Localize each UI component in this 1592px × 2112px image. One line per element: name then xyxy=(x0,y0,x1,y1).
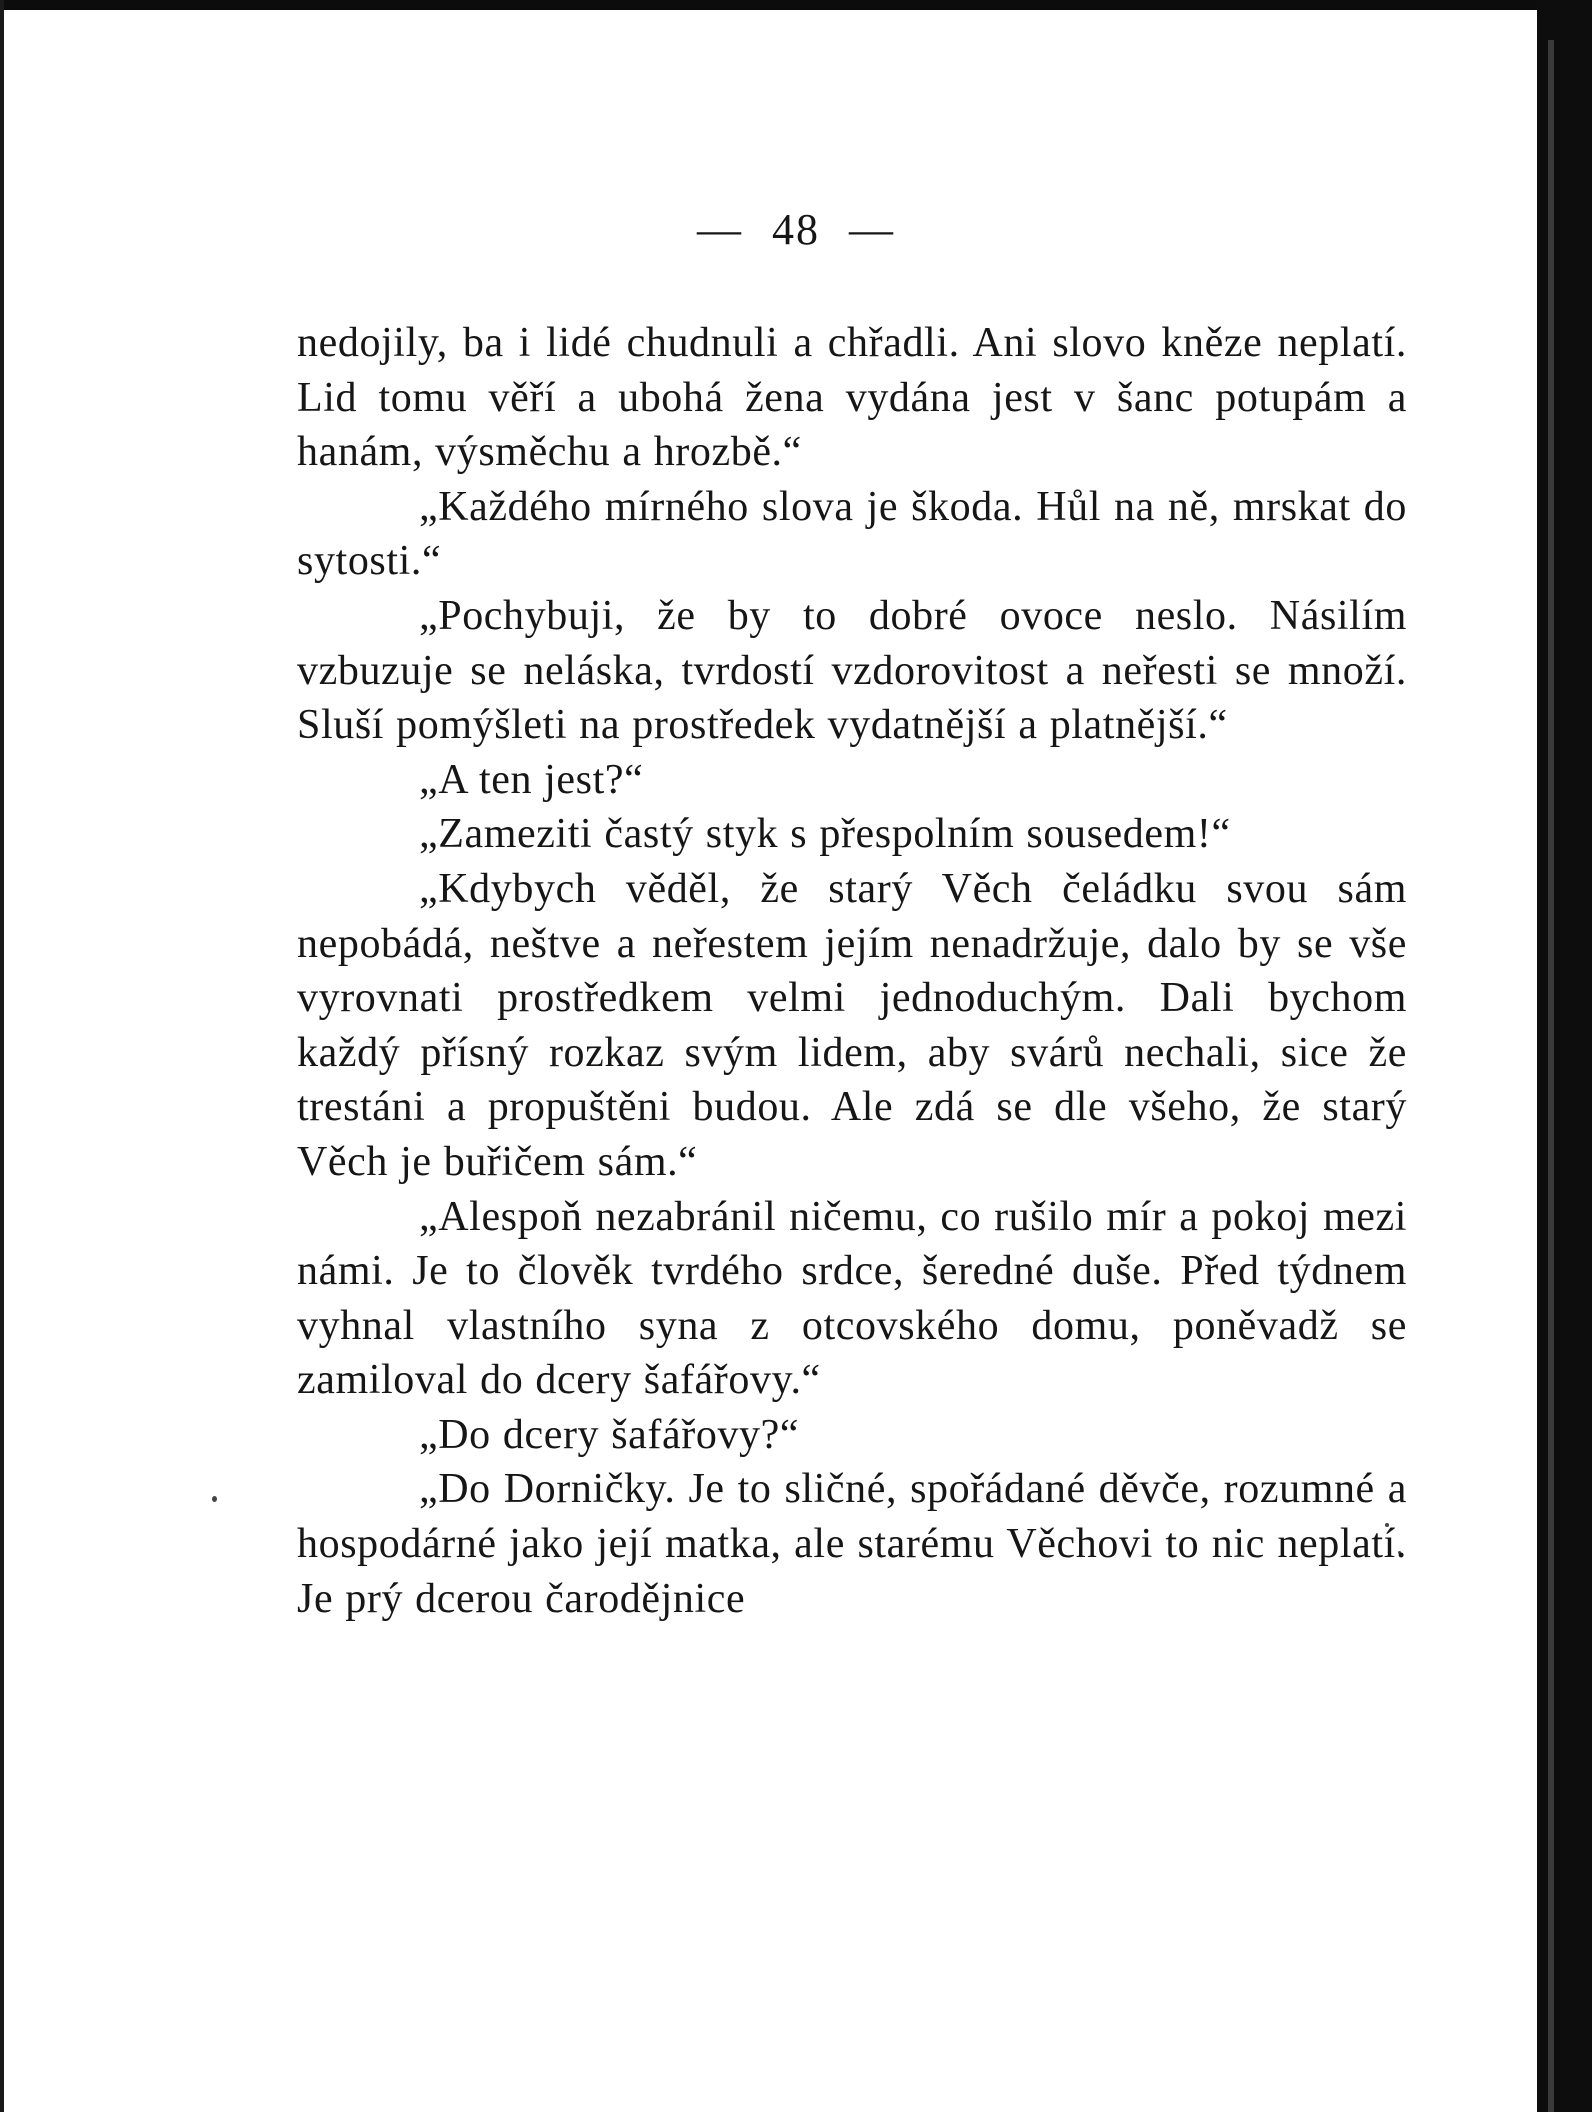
paragraph: „A ten jest?“ xyxy=(419,756,644,803)
scan-speck xyxy=(212,1496,217,1502)
paragraph: „Kdybych věděl, že starý Věch čeládku svou sám nepobádá, neštve a neřestem jejím nenadržuje, dalo by se vše vyrovnati prostředkem velmi jednoduchým. Dali bychom každý přísný rozkaz svým lidem, aby svárů nechali, sice že trestáni a propuštěni budou. Ale zdá se dle všeho, že starý Věch je buřičem sám.“ xyxy=(297,865,1407,1185)
scan-border-left xyxy=(0,0,4,2112)
paragraph: „Do Dorničky. Je to sličné, spořádané děvče, rozumné a hospodárné jako její matka, ale starému Věchovi to nic neplatí. Je prý dcerou čarodějnice xyxy=(297,1466,1407,1622)
text-body xyxy=(297,316,1407,1626)
paragraph: nedojily, ba i lidé chudnuli a chřadli. Ani slovo kněze neplatí. Lid tomu věří a ubohá žena vydána jest v šanc potupám a hanám, výsměchu a hrozbě.“ xyxy=(297,320,1407,476)
paragraph: „Do dcery šafářovy?“ xyxy=(419,1411,800,1458)
scan-border-right-inner xyxy=(1548,40,1554,2112)
scan-border-top xyxy=(0,0,1592,10)
paragraph: „Alespoň nezabránil ničemu, co rušilo mír a pokoj mezi námi. Je to člověk tvrdého srdce, šeredné duše. Před týdnem vyhnal vlastního syna z otcovského domu, poněvadž se zamiloval do dcery šafářovy.“ xyxy=(297,1193,1407,1404)
page-number: — 48 — xyxy=(697,205,895,254)
scan-border-right xyxy=(1537,0,1592,2112)
paragraph: „Každého mírného slova je škoda. Hůl na ně, mrskat do sytosti.“ xyxy=(297,483,1407,585)
paragraph: „Pochybuji, že by to dobré ovoce neslo. Násilím vzbuzuje se neláska, tvrdostí vzdorovitost a neřesti se množí. Sluší pomýšleti na prostředek vydatnější a platnější.“ xyxy=(297,592,1407,749)
paragraph: „Zameziti častý styk s přespolním sousedem!“ xyxy=(419,811,1231,858)
